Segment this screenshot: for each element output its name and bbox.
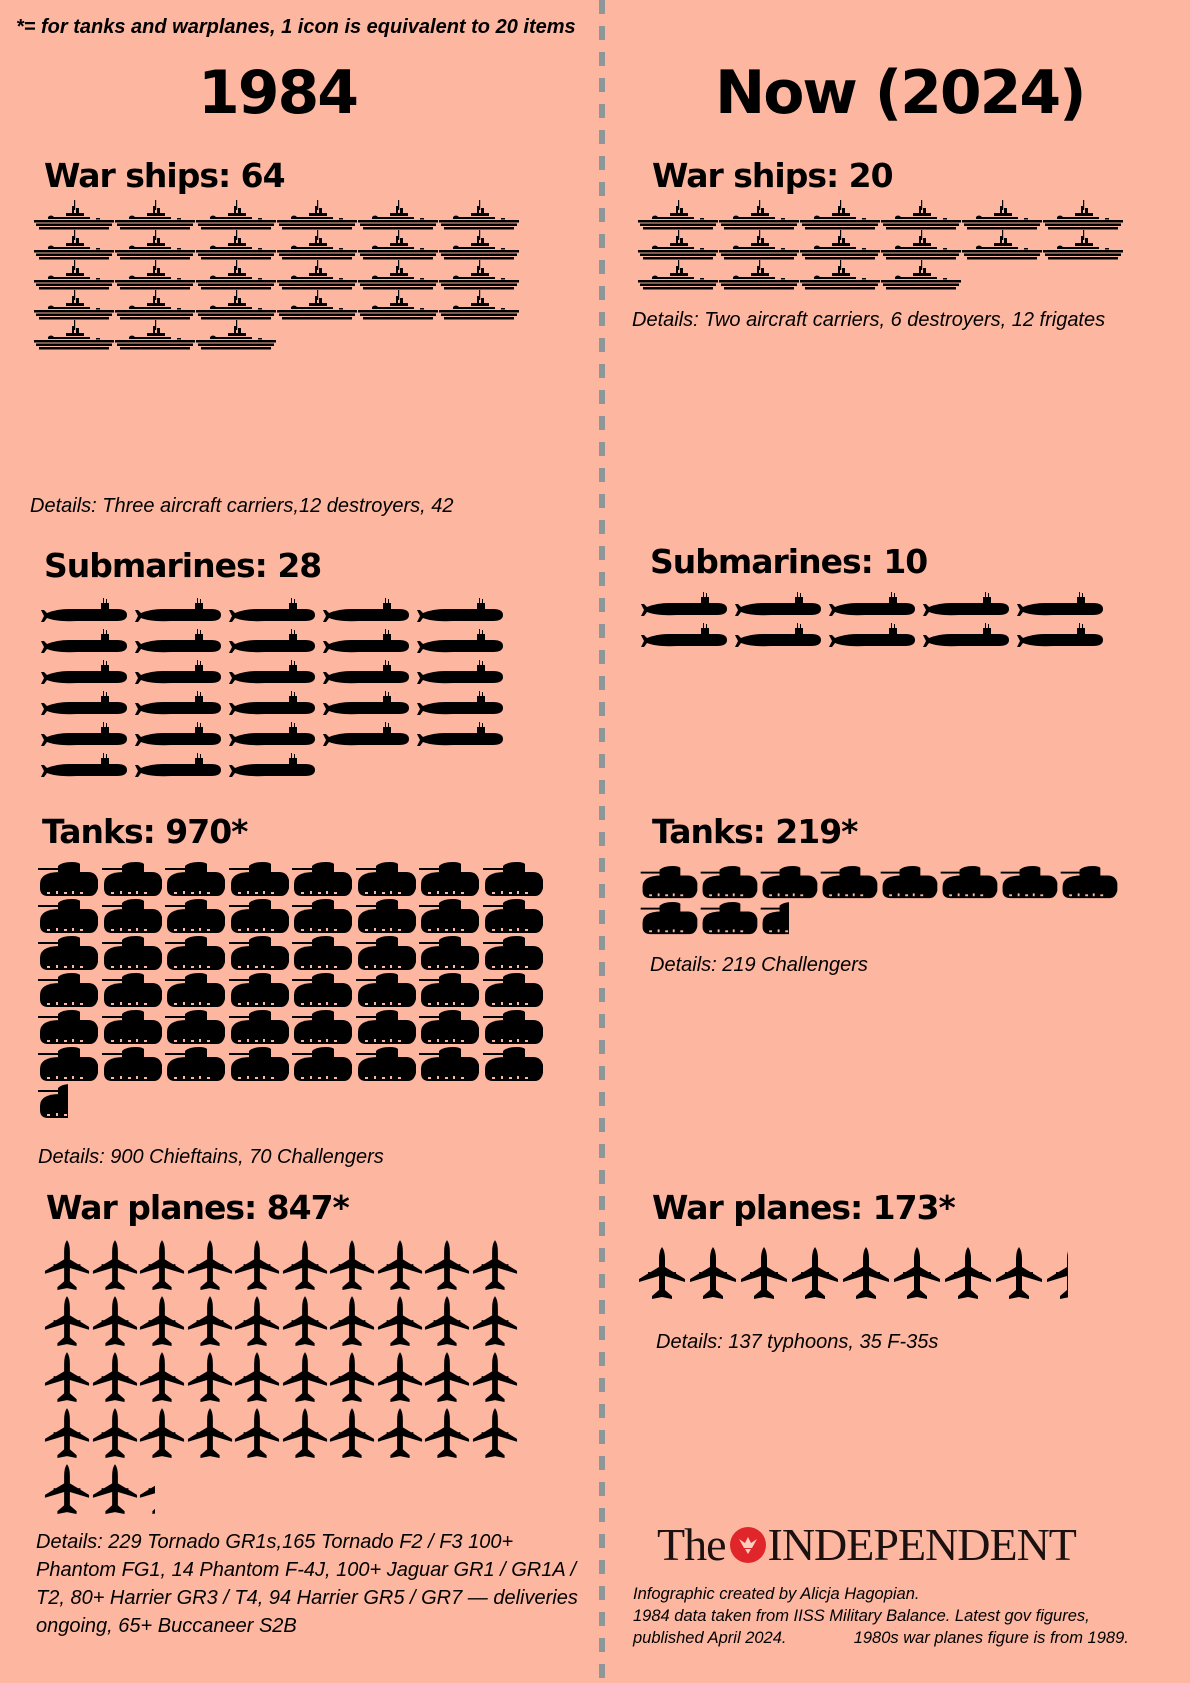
ship-icon — [358, 290, 438, 320]
ship-icon — [34, 200, 114, 230]
plane-icon — [424, 1240, 470, 1294]
plane-icon — [187, 1296, 233, 1350]
sub-icon — [132, 660, 224, 690]
tank-icon — [356, 1010, 416, 1046]
tanks-1984-details: Details: 900 Chieftains, 70 Challengers — [38, 1146, 384, 1168]
sub-icon — [732, 592, 824, 622]
plane-icon — [44, 1240, 90, 1294]
sub-icon — [38, 753, 130, 783]
tank-icon — [165, 936, 225, 972]
plane-icon — [377, 1352, 423, 1406]
tank-icon — [165, 973, 225, 1009]
plane-icon — [944, 1247, 992, 1303]
tank-icon — [356, 899, 416, 935]
tank-icon — [356, 973, 416, 1009]
ship-icon — [196, 260, 276, 290]
plane-icon — [638, 1247, 686, 1303]
ship-icon — [881, 200, 961, 230]
tank-icon — [38, 1010, 98, 1046]
warplanes-now-details: Details: 137 typhoons, 35 F-35s — [656, 1331, 939, 1353]
submarines-now-icon-grid — [638, 592, 1113, 653]
plane-icon — [234, 1296, 280, 1350]
ship-icon — [1043, 230, 1123, 260]
plane-icon — [329, 1408, 375, 1462]
plane-icon — [44, 1352, 90, 1406]
ship-icon — [962, 200, 1042, 230]
ship-icon — [358, 260, 438, 290]
plane-icon — [842, 1247, 890, 1303]
warships-now-details: Details: Two aircraft carriers, 6 destroyers, 12 frigates — [632, 309, 1106, 331]
sub-icon — [1014, 592, 1106, 622]
tanks-now-details: Details: 219 Challengers — [650, 954, 868, 976]
ship-icon — [115, 290, 195, 320]
sub-icon — [320, 660, 412, 690]
tank-icon — [640, 902, 698, 936]
ship-icon — [1043, 200, 1123, 230]
tank-icon — [483, 862, 543, 898]
sub-icon — [320, 691, 412, 721]
tank-icon — [165, 899, 225, 935]
ship-icon — [277, 200, 357, 230]
plane-icon — [472, 1296, 518, 1350]
plane-icon — [329, 1352, 375, 1406]
sub-icon — [38, 722, 130, 752]
ship-icon — [115, 260, 195, 290]
tank-icon — [102, 1010, 162, 1046]
tank-icon — [102, 973, 162, 1009]
tank-icon — [483, 899, 543, 935]
tank-icon — [292, 862, 352, 898]
plane-icon — [44, 1464, 90, 1518]
plane-icon — [92, 1240, 138, 1294]
tank-icon — [38, 1047, 98, 1083]
plane-icon — [139, 1296, 185, 1350]
tank-icon — [419, 973, 479, 1009]
plane-icon — [187, 1352, 233, 1406]
plane-icon — [329, 1296, 375, 1350]
warplanes-now-icon-grid — [638, 1247, 1118, 1303]
ship-icon — [277, 260, 357, 290]
tank-icon — [1000, 866, 1058, 900]
tank-icon — [102, 862, 162, 898]
plane-icon — [44, 1296, 90, 1350]
plane-icon — [234, 1408, 280, 1462]
warships-1984-details: Details: Three aircraft carriers,12 destroyers, 42 — [30, 495, 454, 517]
ship-icon — [439, 290, 519, 320]
tank-icon — [292, 899, 352, 935]
warplanes-now-title: War planes: 173* — [652, 1188, 955, 1227]
tank-icon — [640, 866, 698, 900]
ship-icon — [800, 260, 880, 290]
ship-icon — [881, 260, 961, 290]
credits-line-3 — [633, 1627, 1129, 1649]
sub-icon — [226, 660, 318, 690]
submarines-now-title: Submarines: 10 — [650, 542, 928, 581]
tank-icon — [700, 866, 758, 900]
tank-icon — [292, 1010, 352, 1046]
sub-icon — [414, 691, 506, 721]
sub-icon — [132, 722, 224, 752]
sub-icon — [414, 598, 506, 628]
ship-icon — [638, 260, 718, 290]
tank-icon — [419, 936, 479, 972]
plane-icon — [44, 1408, 90, 1462]
ship-icon — [439, 200, 519, 230]
credits-line-2: 1984 data taken from IISS Military Balance. Latest gov figures, — [633, 1607, 1090, 1625]
sub-icon — [638, 592, 730, 622]
warplanes-1984-details: Details: 229 Tornado GR1s,165 Tornado F2 / F3 100+ Phantom FG1, 14 Phantom F-4J, 100+ Jaguar GR1 / GR1A / T2, 80+ Harrier GR3 / T4, 94 Harrier GR5 / GR7 — deliveries ongoing, 65+ Buccaneer S2B — [36, 1531, 578, 1637]
tank-icon — [229, 899, 289, 935]
plane-icon — [187, 1240, 233, 1294]
ship-icon — [34, 230, 114, 260]
sub-icon — [920, 592, 1012, 622]
sub-icon — [414, 660, 506, 690]
ship-icon — [358, 200, 438, 230]
sub-icon — [226, 598, 318, 628]
plane-icon — [377, 1408, 423, 1462]
sub-icon — [826, 623, 918, 653]
tank-icon — [356, 1047, 416, 1083]
sub-icon — [320, 598, 412, 628]
submarines-1984-icon-grid — [38, 598, 513, 783]
tank-icon — [483, 973, 543, 1009]
plane-icon — [1046, 1247, 1068, 1303]
plane-icon — [472, 1408, 518, 1462]
ship-icon — [800, 200, 880, 230]
plane-icon — [187, 1408, 233, 1462]
tank-icon — [419, 1047, 479, 1083]
tank-icon — [165, 862, 225, 898]
ship-icon — [277, 230, 357, 260]
plane-icon — [139, 1464, 155, 1518]
tank-icon — [419, 1010, 479, 1046]
ship-icon — [196, 320, 276, 350]
tank-icon — [38, 899, 98, 935]
tank-icon — [38, 862, 98, 898]
plane-icon — [92, 1464, 138, 1518]
independent-logo — [657, 1518, 1076, 1571]
ship-icon — [881, 230, 961, 260]
tank-icon — [940, 866, 998, 900]
ship-icon — [962, 230, 1042, 260]
ship-icon — [719, 230, 799, 260]
sub-icon — [226, 753, 318, 783]
ship-icon — [196, 290, 276, 320]
ship-icon — [439, 260, 519, 290]
tanks-now-icon-grid — [640, 866, 1160, 936]
tank-icon — [229, 973, 289, 1009]
sub-icon — [320, 629, 412, 659]
warships-now-title: War ships: 20 — [652, 156, 893, 195]
plane-icon — [424, 1352, 470, 1406]
plane-icon — [472, 1240, 518, 1294]
plane-icon — [92, 1352, 138, 1406]
year-heading-1984: 1984 — [198, 58, 357, 128]
ship-icon — [34, 290, 114, 320]
tank-icon — [820, 866, 878, 900]
plane-icon — [139, 1240, 185, 1294]
ship-icon — [439, 230, 519, 260]
sub-icon — [414, 629, 506, 659]
sub-icon — [414, 722, 506, 752]
plane-icon — [234, 1240, 280, 1294]
tank-icon — [229, 1047, 289, 1083]
sub-icon — [132, 753, 224, 783]
ship-icon — [196, 230, 276, 260]
sub-icon — [226, 722, 318, 752]
sub-icon — [638, 623, 730, 653]
submarines-1984-title: Submarines: 28 — [44, 546, 322, 585]
tank-icon — [419, 862, 479, 898]
sub-icon — [920, 623, 1012, 653]
plane-icon — [92, 1408, 138, 1462]
ship-icon — [34, 320, 114, 350]
tank-icon — [102, 936, 162, 972]
warships-1984-title: War ships: 64 — [44, 156, 285, 195]
tank-icon — [102, 1047, 162, 1083]
plane-icon — [139, 1352, 185, 1406]
credits-line-3a: published April 2024. — [633, 1629, 787, 1647]
sub-icon — [132, 598, 224, 628]
plane-icon — [995, 1247, 1043, 1303]
ship-icon — [196, 200, 276, 230]
tank-icon — [292, 1047, 352, 1083]
tank-icon — [229, 1010, 289, 1046]
sub-icon — [826, 592, 918, 622]
tank-icon — [483, 936, 543, 972]
tank-icon — [38, 936, 98, 972]
tank-icon — [700, 902, 758, 936]
credits-line-3b: 1980s war planes figure is from 1989. — [853, 1629, 1129, 1647]
year-heading-now: Now (2024) — [715, 58, 1085, 128]
ship-icon — [638, 230, 718, 260]
credits-line-1: Infographic created by Alicja Hagopian. — [633, 1585, 920, 1603]
ship-icon — [638, 200, 718, 230]
plane-icon — [791, 1247, 839, 1303]
sub-icon — [320, 722, 412, 752]
plane-icon — [282, 1296, 328, 1350]
plane-icon — [377, 1240, 423, 1294]
plane-icon — [139, 1408, 185, 1462]
tank-icon — [1060, 866, 1118, 900]
plane-icon — [282, 1240, 328, 1294]
footnote: *= for tanks and warplanes, 1 icon is equivalent to 20 items — [16, 16, 576, 38]
tank-icon — [483, 1010, 543, 1046]
ship-icon — [358, 230, 438, 260]
plane-icon — [893, 1247, 941, 1303]
tank-icon — [229, 936, 289, 972]
ship-icon — [277, 290, 357, 320]
warplanes-1984-icon-grid — [44, 1240, 534, 1518]
tanks-now-title: Tanks: 219* — [652, 812, 858, 851]
plane-icon — [424, 1408, 470, 1462]
tanks-1984-title: Tanks: 970* — [42, 812, 248, 851]
tank-icon — [483, 1047, 543, 1083]
tank-icon — [38, 973, 98, 1009]
sub-icon — [38, 691, 130, 721]
plane-icon — [92, 1296, 138, 1350]
tank-icon — [356, 862, 416, 898]
ship-icon — [34, 260, 114, 290]
tanks-1984-icon-grid — [38, 862, 558, 1120]
logo-the: The — [657, 1519, 726, 1570]
warplanes-1984-title: War planes: 847* — [46, 1188, 349, 1227]
tank-icon — [292, 973, 352, 1009]
credits — [633, 1583, 1129, 1649]
tank-icon — [760, 866, 818, 900]
ship-icon — [800, 230, 880, 260]
warships-1984-icon-grid — [34, 200, 524, 350]
tank-icon — [229, 862, 289, 898]
tank-icon — [419, 899, 479, 935]
plane-icon — [740, 1247, 788, 1303]
sub-icon — [732, 623, 824, 653]
tank-icon — [102, 899, 162, 935]
ship-icon — [115, 230, 195, 260]
plane-icon — [282, 1352, 328, 1406]
sub-icon — [38, 660, 130, 690]
tank-icon — [165, 1047, 225, 1083]
tank-icon — [880, 866, 938, 900]
tank-icon — [38, 1084, 68, 1120]
column-divider — [599, 0, 605, 1683]
sub-icon — [38, 598, 130, 628]
logo-name: INDEPENDENT — [767, 1519, 1076, 1570]
tank-icon — [165, 1010, 225, 1046]
ship-icon — [719, 260, 799, 290]
plane-icon — [282, 1408, 328, 1462]
plane-icon — [234, 1352, 280, 1406]
sub-icon — [226, 691, 318, 721]
tank-icon — [356, 936, 416, 972]
tank-icon — [292, 936, 352, 972]
plane-icon — [689, 1247, 737, 1303]
sub-icon — [132, 691, 224, 721]
eagle-icon — [730, 1527, 766, 1563]
warships-now-icon-grid — [638, 200, 1128, 290]
ship-icon — [719, 200, 799, 230]
plane-icon — [472, 1352, 518, 1406]
tank-icon — [760, 902, 789, 936]
ship-icon — [115, 200, 195, 230]
plane-icon — [329, 1240, 375, 1294]
sub-icon — [38, 629, 130, 659]
sub-icon — [1014, 623, 1106, 653]
ship-icon — [115, 320, 195, 350]
plane-icon — [424, 1296, 470, 1350]
sub-icon — [226, 629, 318, 659]
sub-icon — [132, 629, 224, 659]
plane-icon — [377, 1296, 423, 1350]
